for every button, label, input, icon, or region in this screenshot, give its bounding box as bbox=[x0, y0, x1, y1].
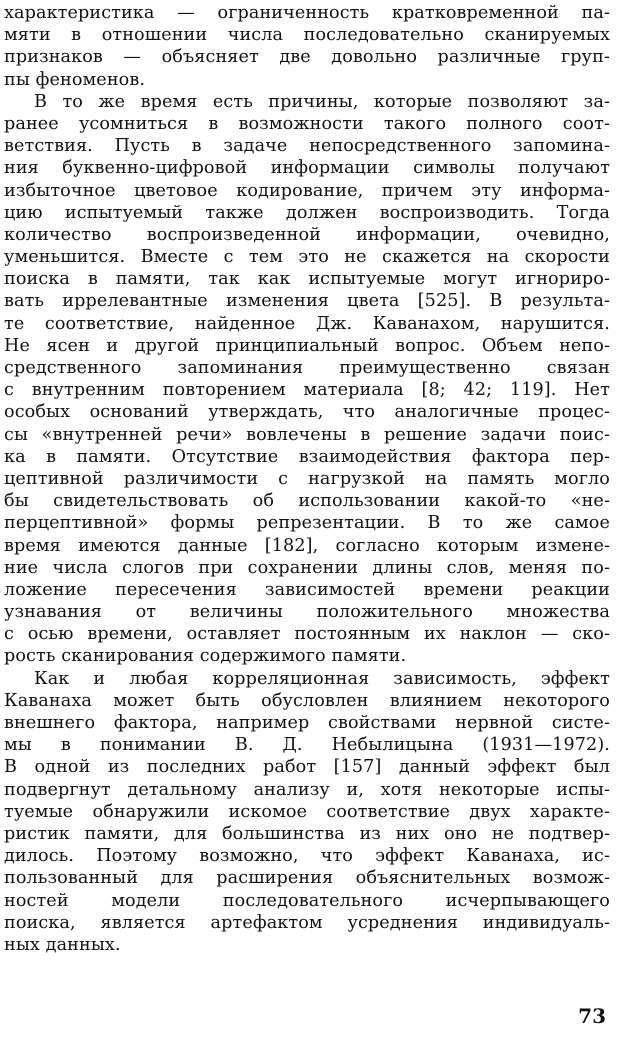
text-line: уменьшится. Вместе с тем это не скажется на скорости bbox=[4, 247, 610, 268]
text-line: ностей модели последовательного исчерпывающего bbox=[4, 890, 610, 911]
text-line: количество воспроизведенной информации, очевидно, bbox=[4, 224, 610, 245]
text-line: особых оснований утверждать, что аналогичные процес- bbox=[4, 402, 610, 423]
page-number: 73 bbox=[578, 1004, 606, 1028]
text-line: цию испытуемый также должен воспроизводить. Тогда bbox=[4, 202, 610, 223]
text-line: мы в понимании В. Д. Небылицына (1931—1972). bbox=[4, 735, 610, 756]
text-line: Как и любая корреляционная зависимость, эффект bbox=[34, 668, 610, 689]
text-line: внешнего фактора, например свойствами нервной систе- bbox=[4, 713, 610, 733]
text-line: узнавания от величины положительного множества bbox=[4, 602, 610, 623]
paragraph-2 bbox=[4, 91, 610, 668]
text-line: бы свидетельствовать об использовании какой-то «не- bbox=[4, 491, 610, 512]
text-line: мяти в отношении числа последовательно сканируемых bbox=[4, 25, 610, 46]
text-line: В то же время есть причины, которые позволяют за- bbox=[34, 91, 610, 112]
text-line: ние числа слогов при сохранении длины слов, меняя по- bbox=[4, 557, 610, 578]
text-line: дилось. Поэтому возможно, что эффект Каванаха, ис- bbox=[4, 846, 610, 867]
text-line: ветствия. Пусть в задаче непосредственного запомина- bbox=[4, 136, 610, 157]
text-line: Не ясен и другой принципиальный вопрос. Объем непо- bbox=[4, 335, 610, 356]
paragraph-1 bbox=[4, 2, 610, 91]
text-line: подвергнут детальному анализу и, хотя некоторые испы- bbox=[4, 779, 610, 800]
text-line: признаков — объясняет две довольно различные груп- bbox=[4, 47, 610, 68]
text-line: поиска в памяти, так как испытуемые могут игнориро- bbox=[4, 269, 610, 290]
paragraph-3 bbox=[4, 668, 610, 956]
text-line: Каванаха может быть обусловлен влиянием некоторого bbox=[4, 690, 610, 711]
text-line: ристик памяти, для большинства из них оно не подтвер- bbox=[4, 823, 610, 844]
text-line: ложение пересечения зависимостей времени реакции bbox=[4, 579, 610, 600]
text-line: цептивной различимости с нагрузкой на память могло bbox=[4, 468, 610, 489]
text-line: ка в памяти. Отсутствие взаимодействия фактора пер- bbox=[4, 446, 610, 467]
text-line: те соответствие, найденное Дж. Каванахом, нарушится. bbox=[4, 313, 610, 334]
text-line: характеристика — ограниченность кратковременной па- bbox=[4, 3, 610, 23]
text-line: пользованный для расширения объяснительных возмож- bbox=[4, 868, 610, 889]
text-line: избыточное цветовое кодирование, причем эту информа- bbox=[4, 180, 610, 201]
text-line: время имеются данные [182], согласно которым измене- bbox=[4, 535, 610, 556]
text-line: пы феноменов. bbox=[4, 69, 146, 90]
text-line: средственного запоминания преимущественно связан bbox=[4, 358, 610, 378]
text-line: ранее усомниться в возможности такого полного соот- bbox=[4, 113, 610, 134]
text-line: В одной из последних работ [157] данный эффект был bbox=[4, 757, 610, 778]
text-line: вать иррелевантные изменения цвета [525]. В результа- bbox=[4, 291, 610, 312]
body-text bbox=[4, 2, 610, 956]
text-line: сы «внутренней речи» вовлечены в решение задачи поис- bbox=[4, 424, 610, 445]
text-line: рость сканирования содержимого памяти. bbox=[4, 646, 407, 667]
text-line: с осью времени, оставляет постоянным их наклон — ско- bbox=[4, 624, 610, 645]
text-line: ния буквенно-цифровой информации символы получают bbox=[4, 158, 610, 179]
text-line: перцептивной» формы репрезентации. В то же самое bbox=[4, 513, 610, 534]
text-line: поиска, является артефактом усреднения индивидуаль- bbox=[4, 912, 610, 933]
text-line: туемые обнаружили искомое соответствие двух характе- bbox=[4, 801, 610, 822]
text-line: ных данных. bbox=[4, 934, 121, 955]
text-line: с внутренним повторением материала [8; 42; 119]. Нет bbox=[4, 380, 610, 401]
